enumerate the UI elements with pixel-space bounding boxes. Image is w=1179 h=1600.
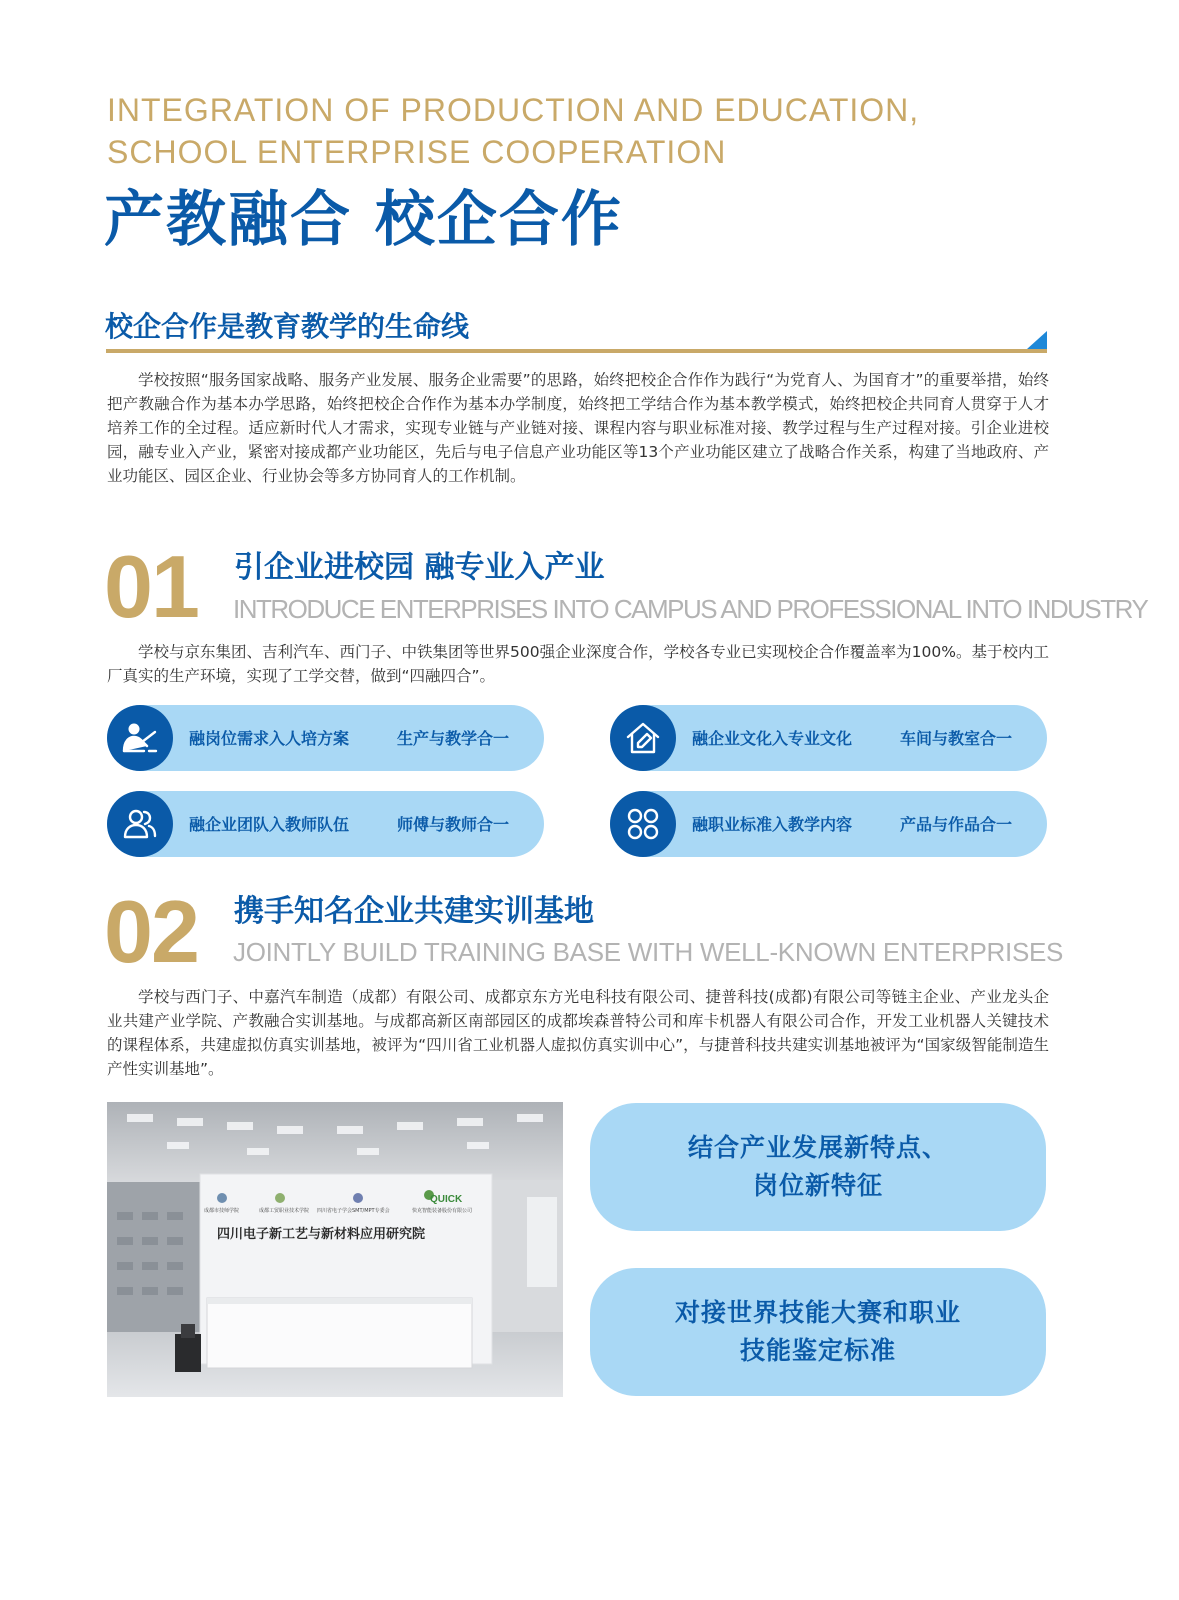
item1-title-cn: 引企业进校园 融专业入产业 bbox=[234, 550, 605, 585]
highlight-line1: 对接世界技能大赛和职业 bbox=[674, 1298, 961, 1327]
highlight-card bbox=[590, 1268, 1046, 1396]
intro-paragraph: 学校按照“服务国家战略、服务产业发展、服务企业需要”的思路，始终把校企合作作为践行“为党育人、为国育才”的重要举措，始终把产教融合作为基本办学思路，始终把校企合作作为基本办学制度，始终把工学结合作为基本教学模式，始终把校企共同育人贯穿于人才培养工作的全过程。适应新时代人才需求，实现专业链与产业链对接、课程内容与职业标准对接、教学过程与生产过程对接。引企业进校园，融专业入产业，紧密对接成都产业功能区，先后与电子信息产业功能区等13个产业功能区建立了战略合作关系，构建了当地政府、产业功能区、园区企业、行业协会等多方协同育人的工作机制。 bbox=[107, 371, 1049, 485]
highlight-card bbox=[590, 1103, 1046, 1231]
pill-label-secondary: 产品与作品合一 bbox=[900, 815, 1013, 834]
photo-logo-text: 快克智能装备股份有限公司 bbox=[412, 1208, 473, 1214]
item2-paragraph: 学校与西门子、中嘉汽车制造（成都）有限公司、成都京东方光电科技有限公司、捷普科技(成都)有限公司等链主企业、产业龙头企业共建产业学院、产教融合实训基地。与成都高新区南部园区的成都埃森普特公司和库卡机器人有限公司合作，开发工业机器人关键技术的课程体系，共建虚拟仿真实训基地，被评为“四川省工业机器人虚拟仿真实训中心”，与捷普科技共建实训基地被评为“国家级智能制造生产性实训基地”。 bbox=[107, 988, 1049, 1078]
item1-title-en: INTRODUCE ENTERPRISES INTO CAMPUS AND PROFESSIONAL INTO INDUSTRY bbox=[233, 594, 1148, 624]
item1-paragraph: 学校与京东集团、吉利汽车、西门子、中铁集团等世界500强企业深度合作，学校各专业已实现校企合作覆盖率为100%。基于校内工厂真实的生产环境，实现了工学交替，做到“四融四合”。 bbox=[107, 643, 1049, 685]
highlight-line2: 技能鉴定标准 bbox=[739, 1336, 896, 1365]
training-base-photo bbox=[107, 1102, 563, 1397]
teacher-icon bbox=[107, 705, 173, 771]
quick-brand-text: QUICK bbox=[430, 1194, 463, 1205]
pill-label-secondary: 车间与教室合一 bbox=[900, 729, 1013, 748]
photo-logo-text: 成都工贸职业技术学院 bbox=[259, 1208, 310, 1214]
pill-label-primary: 融岗位需求入人培方案 bbox=[189, 729, 350, 748]
section-divider bbox=[106, 349, 1047, 353]
pill-label-secondary: 生产与教学合一 bbox=[397, 729, 510, 748]
pill-label-secondary: 师傅与教师合一 bbox=[397, 815, 510, 834]
pill-label-primary: 融企业文化入专业文化 bbox=[692, 729, 853, 748]
english-title-line2: SCHOOL ENTERPRISE COOPERATION bbox=[107, 134, 727, 170]
feature-pill bbox=[107, 791, 544, 857]
highlight-line1: 结合产业发展新特点、 bbox=[687, 1133, 948, 1162]
item2-title-en: JOINTLY BUILD TRAINING BASE WITH WELL-KNOWN ENTERPRISES bbox=[233, 937, 1064, 967]
pill-label-primary: 融职业标准入教学内容 bbox=[692, 815, 853, 834]
team-icon bbox=[107, 791, 173, 857]
feature-pill bbox=[610, 705, 1047, 771]
feature-pill bbox=[107, 705, 544, 771]
item-number-01: 01 bbox=[104, 537, 198, 636]
house-edit-icon bbox=[610, 705, 676, 771]
corner-triangle-icon bbox=[1027, 331, 1047, 349]
pill-label-primary: 融企业团队入教师队伍 bbox=[189, 815, 350, 834]
photo-logo-text: 四川省电子学会SMT/MPT专委会 bbox=[317, 1208, 390, 1214]
section-heading: 校企合作是教育教学的生命线 bbox=[105, 310, 470, 343]
highlight-line2: 岗位新特征 bbox=[752, 1171, 883, 1200]
english-title-line1: INTEGRATION OF PRODUCTION AND EDUCATION, bbox=[107, 92, 920, 128]
page-title: 产教融合 校企合作 bbox=[104, 185, 623, 255]
feature-pill bbox=[610, 791, 1047, 857]
photo-wall-sign: 四川电子新工艺与新材料应用研究院 bbox=[217, 1227, 426, 1242]
grid-icon bbox=[610, 791, 676, 857]
item-number-02: 02 bbox=[104, 882, 198, 981]
photo-logo-text: 成都市技师学院 bbox=[204, 1208, 240, 1214]
item2-title-cn: 携手知名企业共建实训基地 bbox=[234, 894, 594, 929]
